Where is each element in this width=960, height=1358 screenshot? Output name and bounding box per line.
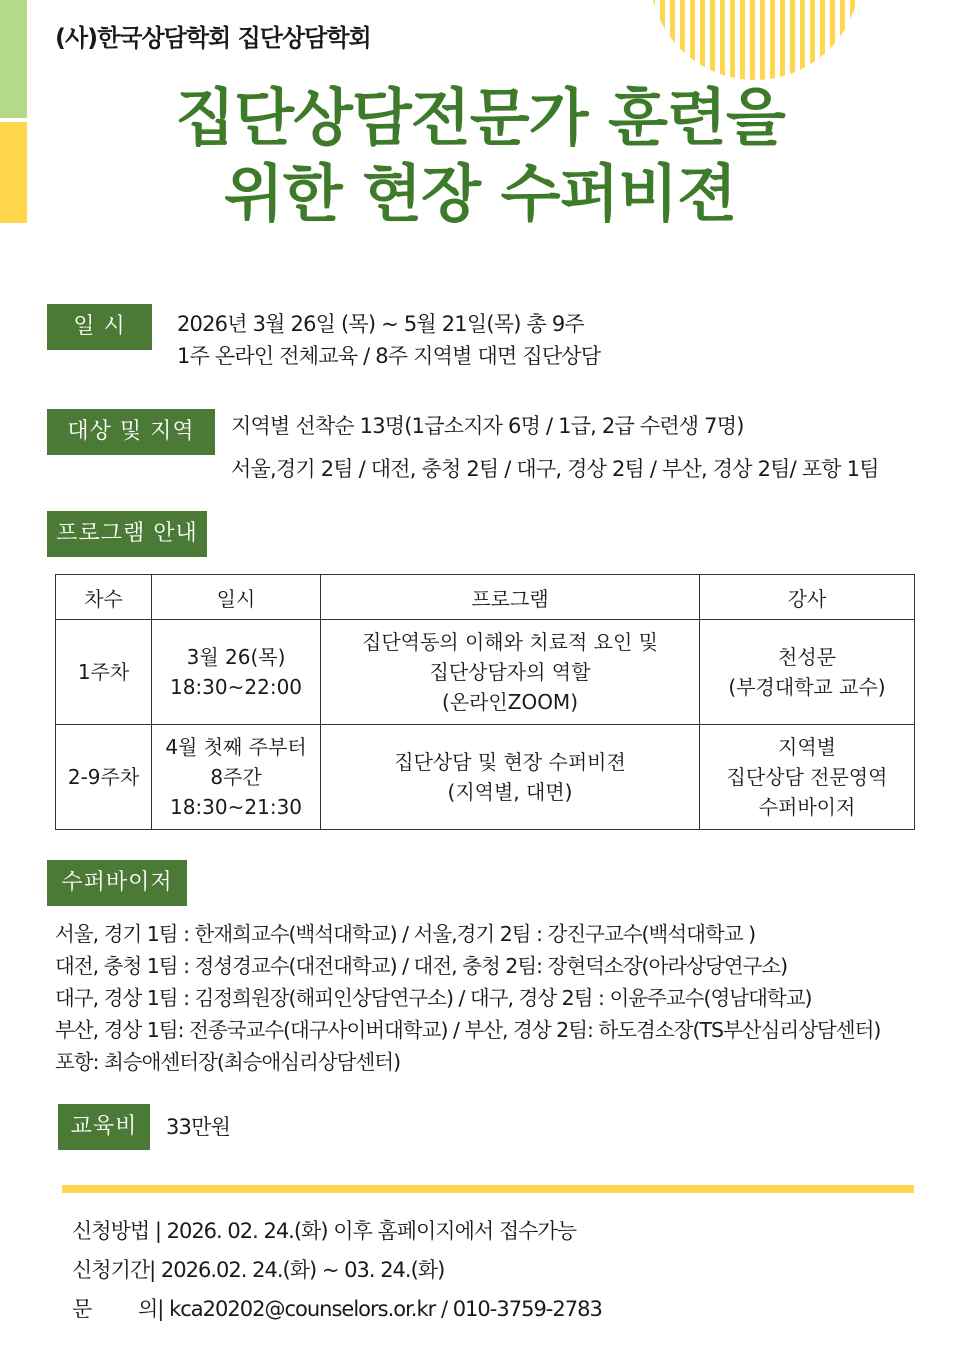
period-key: 신청기간|	[72, 1258, 156, 1282]
contact	[72, 1293, 602, 1323]
table-row	[56, 725, 915, 830]
header-program: 프로그램	[321, 575, 700, 620]
header-instructor: 강사	[700, 575, 915, 620]
date-line: 4월 첫째 주부터	[165, 735, 307, 759]
instructor-line: 집단상담 전문영역	[726, 765, 888, 789]
cell-program	[321, 725, 700, 830]
schedule-label: 일 시	[47, 304, 152, 350]
program-line: 집단상담자의 역할	[429, 660, 591, 684]
supervisor-line: 대구, 경상 1팀 : 김정희원장(해피인상담연구소) / 대구, 경상 2팀 : 이윤주교수(영남대학교)	[55, 986, 812, 1010]
application-method	[72, 1215, 576, 1245]
target-line-2: 서울,경기 2팀 / 대전, 충청 2팀 / 대구, 경상 2팀 / 부산, 경상 2팀/ 포항 1팀	[231, 457, 879, 481]
target-label: 대상 및 지역	[47, 409, 215, 455]
schedule-line-1: 2026년 3월 26일 (목) ~ 5월 21일(목) 총 9주	[177, 312, 584, 336]
program-line: (지역별, 대면)	[447, 780, 573, 804]
header-date: 일시	[152, 575, 321, 620]
contact-key-2: 의|	[138, 1297, 164, 1321]
table-header-row	[56, 575, 915, 620]
date-line: 18:30~21:30	[169, 795, 303, 819]
program-table	[55, 574, 915, 830]
title-line-2: 위한 현장 수퍼비젼	[223, 157, 737, 230]
cell-round: 2-9주차	[56, 725, 152, 830]
instructor-line: 지역별	[778, 735, 836, 759]
decor-striped-circle	[650, 0, 860, 80]
supervisor-line: 부산, 경상 1팀: 전종국교수(대구사이버대학교) / 부산, 경상 2팀: 하도겸소장(TS부산심리상담센터)	[55, 1018, 881, 1042]
program-line: 집단역동의 이해와 치료적 요인 및	[362, 630, 658, 654]
supervisor-line: 대전, 충청 1팀 : 정셩경교수(대전대학교) / 대전, 충청 2팀: 장현덕소장(아라상당연구소)	[55, 954, 788, 978]
fee-label: 교육비	[58, 1104, 150, 1150]
cell-instructor	[700, 725, 915, 830]
date-line: 3월 26(목)	[186, 645, 286, 669]
program-line: 집단상담 및 현장 수퍼비젼	[394, 750, 626, 774]
table-row	[56, 620, 915, 725]
divider-bar	[62, 1185, 914, 1193]
contact-value[interactable]: kca20202@counselors.or.kr / 010-3759-2783	[169, 1297, 602, 1321]
supervisors-list	[55, 918, 880, 1078]
schedule-line-2: 1주 온라인 전체교육 / 8주 지역별 대면 집단상담	[177, 344, 601, 368]
method-key: 신청방법 |	[72, 1219, 161, 1243]
cell-instructor	[700, 620, 915, 725]
page-title	[0, 80, 960, 232]
period-value: 2026.02. 24.(화) ~ 03. 24.(화)	[160, 1258, 445, 1282]
contact-key-1: 문	[72, 1297, 92, 1321]
header-round: 차수	[56, 575, 152, 620]
supervisor-line: 포항: 최승애센터장(최승애심리상담센터)	[55, 1050, 401, 1074]
instructor-line: 수퍼바이저	[758, 795, 856, 819]
fee-value: 33만원	[166, 1115, 231, 1139]
date-line: 8주간	[210, 765, 262, 789]
instructor-line: 천성문	[778, 645, 836, 669]
method-value: 2026. 02. 24.(화) 이후 홈페이지에서 접수가능	[166, 1219, 576, 1243]
cell-program	[321, 620, 700, 725]
organization-name: (사)한국상담학회 집단상담학회	[55, 24, 371, 52]
target-line-1: 지역별 선착순 13명(1급소지자 6명 / 1급, 2급 수련생 7명)	[231, 414, 744, 438]
application-period	[72, 1254, 444, 1284]
supervisor-line: 서울, 경기 1팀 : 한재희교수(백석대학교) / 서울,경기 2팀 : 강진구교수(백석대학교 )	[55, 922, 756, 946]
title-line-1: 집단상담전문가 훈련을	[175, 81, 785, 154]
program-label: 프로그램 안내	[47, 511, 207, 557]
cell-date	[152, 620, 321, 725]
program-line: (온라인ZOOM)	[441, 690, 578, 714]
instructor-line: (부경대학교 교수)	[728, 675, 886, 699]
supervisors-label: 수퍼바이저	[47, 860, 187, 906]
cell-round: 1주차	[56, 620, 152, 725]
cell-date	[152, 725, 321, 830]
date-line: 18:30~22:00	[169, 675, 303, 699]
